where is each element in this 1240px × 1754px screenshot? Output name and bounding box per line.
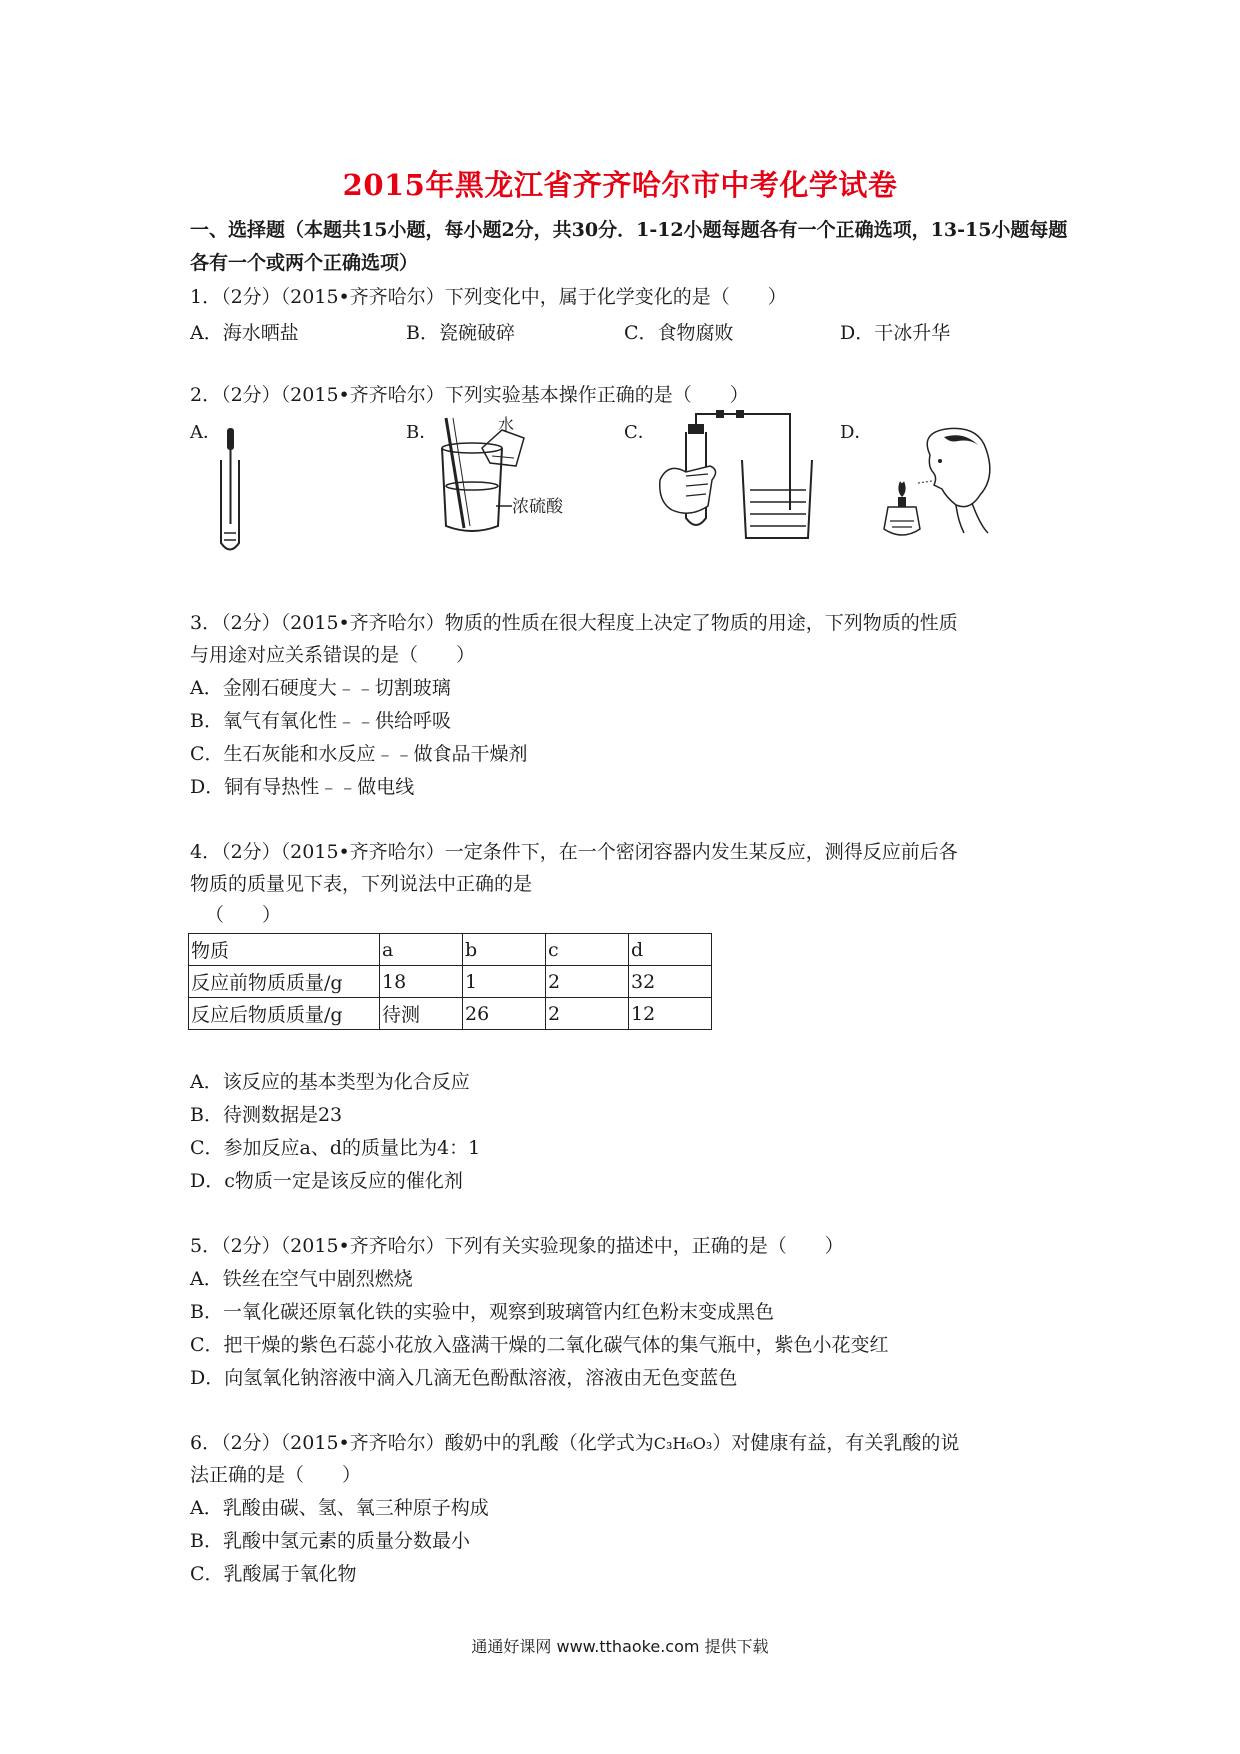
q6-option-c: C．乳酸属于氧化物 — [190, 1563, 357, 1585]
q2-option-a-label: A． — [190, 422, 221, 443]
q1-option-d: D．干冰升华 — [840, 322, 951, 344]
q2-option-c-label: C． — [624, 422, 656, 443]
q5-option-d: D．向氢氧化钠溶液中滴入几滴无色酚酞溶液，溶液由无色变蓝色 — [190, 1367, 738, 1389]
question-6-stem-line1 — [190, 1431, 959, 1456]
q5-option-b: B．一氧化碳还原氧化铁的实验中，观察到玻璃管内红色粉末变成黑色 — [190, 1301, 774, 1323]
table-cell: 32 — [629, 966, 712, 998]
page-footer: 通通好课网 www.tthaoke.com 提供下载 — [471, 1637, 769, 1656]
table-cell: 物质 — [189, 934, 380, 966]
q2-option-d-label: D． — [840, 422, 873, 443]
q1-option-c: C．食物腐败 — [624, 322, 734, 344]
q4-option-c: C．参加反应a、d的质量比为4：1 — [190, 1137, 481, 1159]
section-heading: 一、选择题（本题共15小题，每小题2分，共30分．1-12小题每题各有一个正确选项，13-15小题每题各有一个或两个正确选项） — [190, 219, 1068, 274]
question-2-stem: 2．（2分）（2015•齐齐哈尔）下列实验基本操作正确的是（ ） — [190, 384, 749, 406]
question-4-stem-line2: 物质的质量见下表，下列说法中正确的是 — [190, 873, 533, 895]
blowing-out-alcohol-lamp-figure — [860, 425, 1040, 560]
q5-option-c: C．把干燥的紫色石蕊小花放入盛满干燥的二氧化碳气体的集气瓶中，紫色小花变红 — [190, 1334, 889, 1356]
table-cell: d — [629, 934, 712, 966]
question-4-answer-blank: （ ） — [205, 904, 282, 926]
q3-option-c: C．生石灰能和水反应﹣﹣做食品干燥剂 — [190, 743, 528, 765]
q1-option-b: B．瓷碗破碎 — [406, 322, 515, 344]
table-cell: 2 — [546, 966, 629, 998]
question-3-stem-line1: 3．（2分）（2015•齐齐哈尔）物质的性质在很大程度上决定了物质的用途，下列物质的性质 — [190, 612, 958, 634]
table-cell: b — [463, 934, 546, 966]
q6-stem-part2: ）对健康有益，有关乳酸的说 — [712, 1432, 960, 1454]
table-cell: 2 — [546, 998, 629, 1030]
page-title: 2015年黑龙江省齐齐哈尔市中考化学试卷 — [342, 168, 898, 202]
q3-option-b: B．氧气有氧化性﹣﹣供给呼吸 — [190, 710, 451, 732]
table-cell: 反应后物质质量/g — [189, 998, 380, 1030]
table-row — [189, 966, 712, 998]
q4-option-d: D．c物质一定是该反应的催化剂 — [190, 1170, 463, 1192]
q4-option-b: B．待测数据是23 — [190, 1104, 343, 1126]
q6-option-a: A．乳酸由碳、氢、氧三种原子构成 — [190, 1497, 489, 1519]
dropper-in-test-tube-figure — [215, 428, 255, 558]
table-cell: a — [380, 934, 463, 966]
airtightness-check-figure — [650, 410, 815, 545]
table-cell: 26 — [463, 998, 546, 1030]
table-cell: 反应前物质质量/g — [189, 966, 380, 998]
q6-stem-part1: 6．（2分）（2015•齐齐哈尔）酸奶中的乳酸（化学式为 — [190, 1432, 654, 1454]
acid-dilution-figure — [432, 415, 572, 538]
question-6-stem-line2: 法正确的是（ ） — [190, 1464, 362, 1486]
q3-option-a: A．金刚石硬度大﹣﹣切割玻璃 — [190, 677, 451, 699]
question-1-stem: 1．（2分）（2015•齐齐哈尔）下列变化中，属于化学变化的是（ ） — [190, 286, 787, 308]
conc-sulfuric-acid-label: 浓硫酸 — [512, 497, 563, 517]
q6-option-b: B．乳酸中氢元素的质量分数最小 — [190, 1530, 470, 1552]
question-3-stem-line2: 与用途对应关系错误的是（ ） — [190, 644, 476, 666]
table-row — [189, 934, 712, 966]
table-cell: 待测 — [380, 998, 463, 1030]
water-label: 水 — [498, 415, 515, 434]
question-5-stem: 5．（2分）（2015•齐齐哈尔）下列有关实验现象的描述中，正确的是（ ） — [190, 1235, 844, 1257]
question-4-stem-line1: 4．（2分）（2015•齐齐哈尔）一定条件下，在一个密闭容器内发生某反应，测得反应前后各 — [190, 841, 958, 863]
table-cell: 1 — [463, 966, 546, 998]
q4-option-a: A．该反应的基本类型为化合反应 — [190, 1071, 470, 1093]
table-cell: 18 — [380, 966, 463, 998]
q3-option-d: D．铜有导热性﹣﹣做电线 — [190, 776, 415, 798]
q1-option-a: A．海水晒盐 — [190, 322, 299, 344]
lactic-acid-formula: C₃H₆O₃ — [653, 1434, 713, 1453]
table-row — [189, 998, 712, 1030]
q2-option-b-label: B． — [406, 422, 438, 443]
q5-option-a: A．铁丝在空气中剧烈燃烧 — [190, 1268, 413, 1290]
table-cell: 12 — [629, 998, 712, 1030]
table-cell: c — [546, 934, 629, 966]
mass-data-table — [188, 933, 712, 1030]
